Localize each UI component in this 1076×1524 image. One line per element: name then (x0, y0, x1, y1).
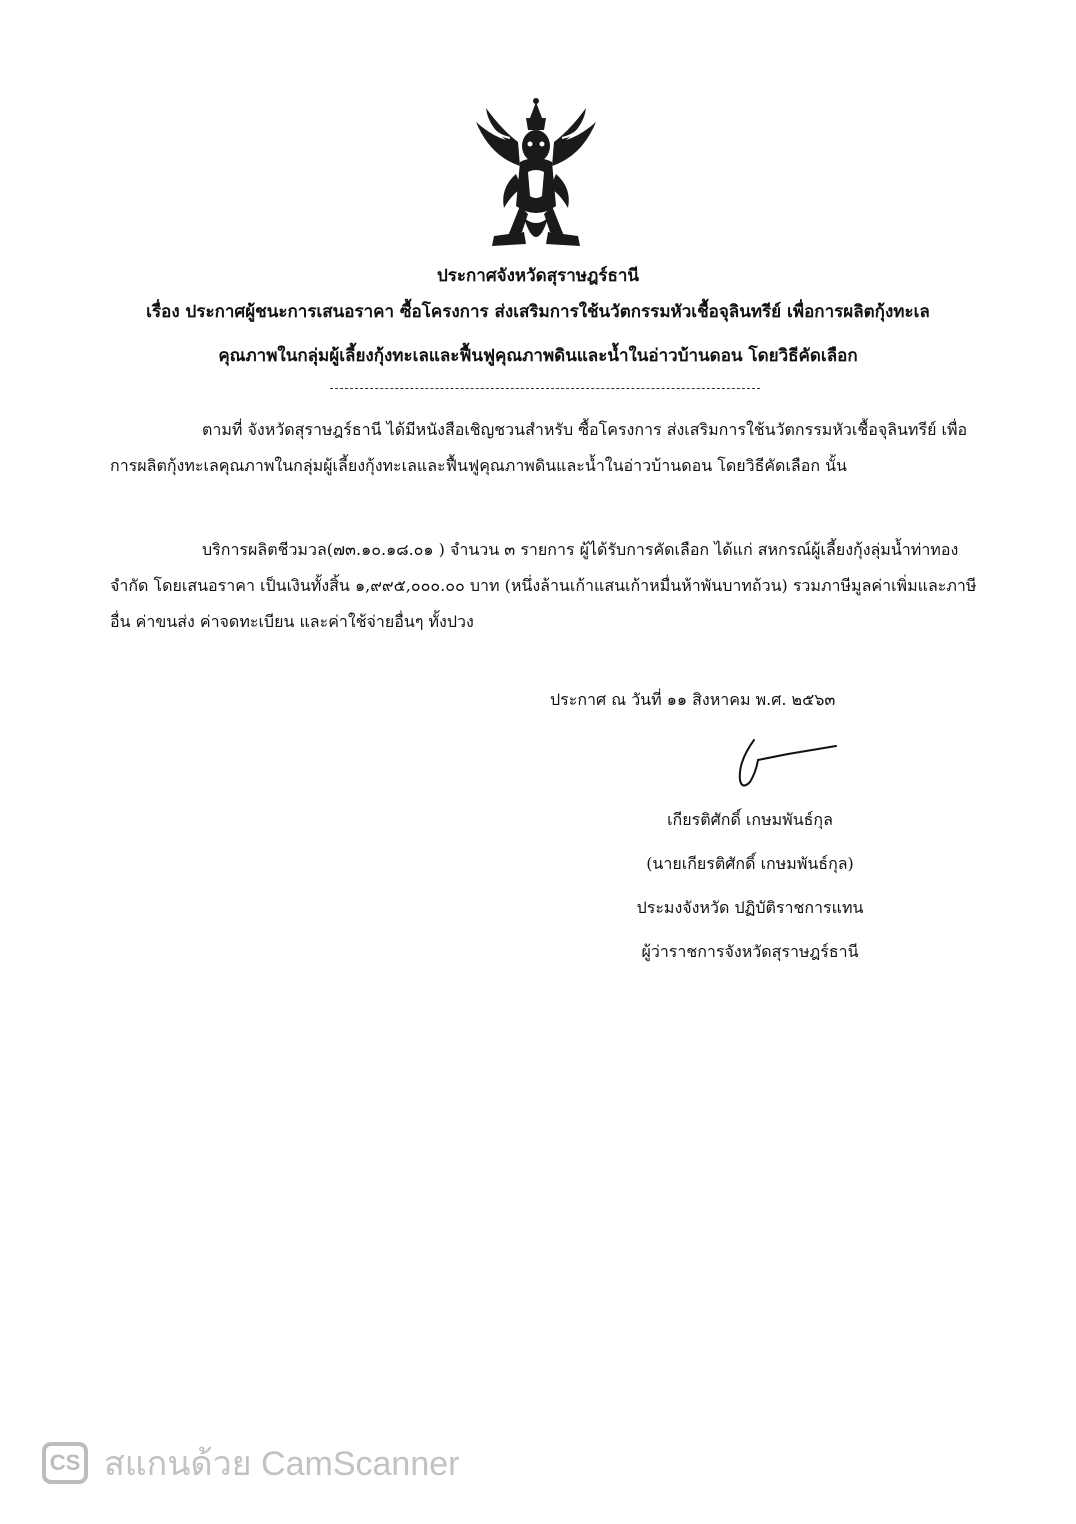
signatory-position-1: ประมงจังหวัด ปฏิบัติราชการแทน (636, 898, 864, 917)
body-paragraph-2: บริการผลิตชีวมวล(๗๓.๑๐.๑๘.๐๑ ) จำนวน ๓ รายการ ผู้ได้รับการคัดเลือก ได้แก่ สหกรณ์ผู้เลี้ยงกุ้งลุ่มน้ำท่าทอง จำกัด โดยเสนอราคา เป็นเงินทั้งสิ้น ๑,๙๙๕,๐๐๐.๐๐ บาท (หนึ่งล้านเก้าแสนเก้าหมื่นห้าพันบาทถ้วน) รวมภาษีมูลค่าเพิ่มและภาษีอื่น ค่าขนส่ง ค่าจดทะเบียน และค่าใช้จ่ายอื่นๆ ทั้งปวง (110, 540, 977, 631)
dashed-divider (330, 388, 760, 389)
camscanner-watermark (42, 1440, 459, 1486)
camscanner-logo-icon: CS (42, 1442, 88, 1484)
announcement-date: ประกาศ ณ วันที่ ๑๑ สิงหาคม พ.ศ. ๒๕๖๓ (550, 690, 836, 709)
signatory-name-full: (นายเกียรติศักดิ์ เกษมพันธ์กุล) (646, 854, 854, 873)
handwritten-signature (728, 732, 840, 792)
signatory-name-printed: เกียรติศักดิ์ เกษมพันธ์กุล (667, 810, 833, 829)
document-title: ประกาศจังหวัดสุราษฎร์ธานี (436, 266, 640, 286)
camscanner-text: สแกนด้วย CamScanner (104, 1445, 460, 1483)
subject-line-1: เรื่อง ประกาศผู้ชนะการเสนอราคา ซื้อโครงการ ส่งเสริมการใช้นวัตกรรมหัวเชื้อจุลินทรีย์ เพื่อการผลิตกุ้งทะเล (146, 302, 930, 322)
garuda-emblem (470, 96, 602, 256)
body-paragraph-1: ตามที่ จังหวัดสุราษฎร์ธานี ได้มีหนังสือเชิญชวนสำหรับ ซื้อโครงการ ส่งเสริมการใช้นวัตกรรมหัวเชื้อจุลินทรีย์ เพื่อการผลิตกุ้งทะเลคุณภาพในกลุ่มผู้เลี้ยงกุ้งทะเลและฟื้นฟูคุณภาพดินและน้ำในอ่าวบ้านดอน โดยวิธีคัดเลือก นั้น (110, 420, 968, 475)
signatory-position-2: ผู้ว่าราชการจังหวัดสุราษฎร์ธานี (641, 942, 859, 961)
subject-line-2: คุณภาพในกลุ่มผู้เลี้ยงกุ้งทะเลและฟื้นฟูคุณภาพดินและน้ำในอ่าวบ้านดอน โดยวิธีคัดเลือก (218, 346, 858, 366)
